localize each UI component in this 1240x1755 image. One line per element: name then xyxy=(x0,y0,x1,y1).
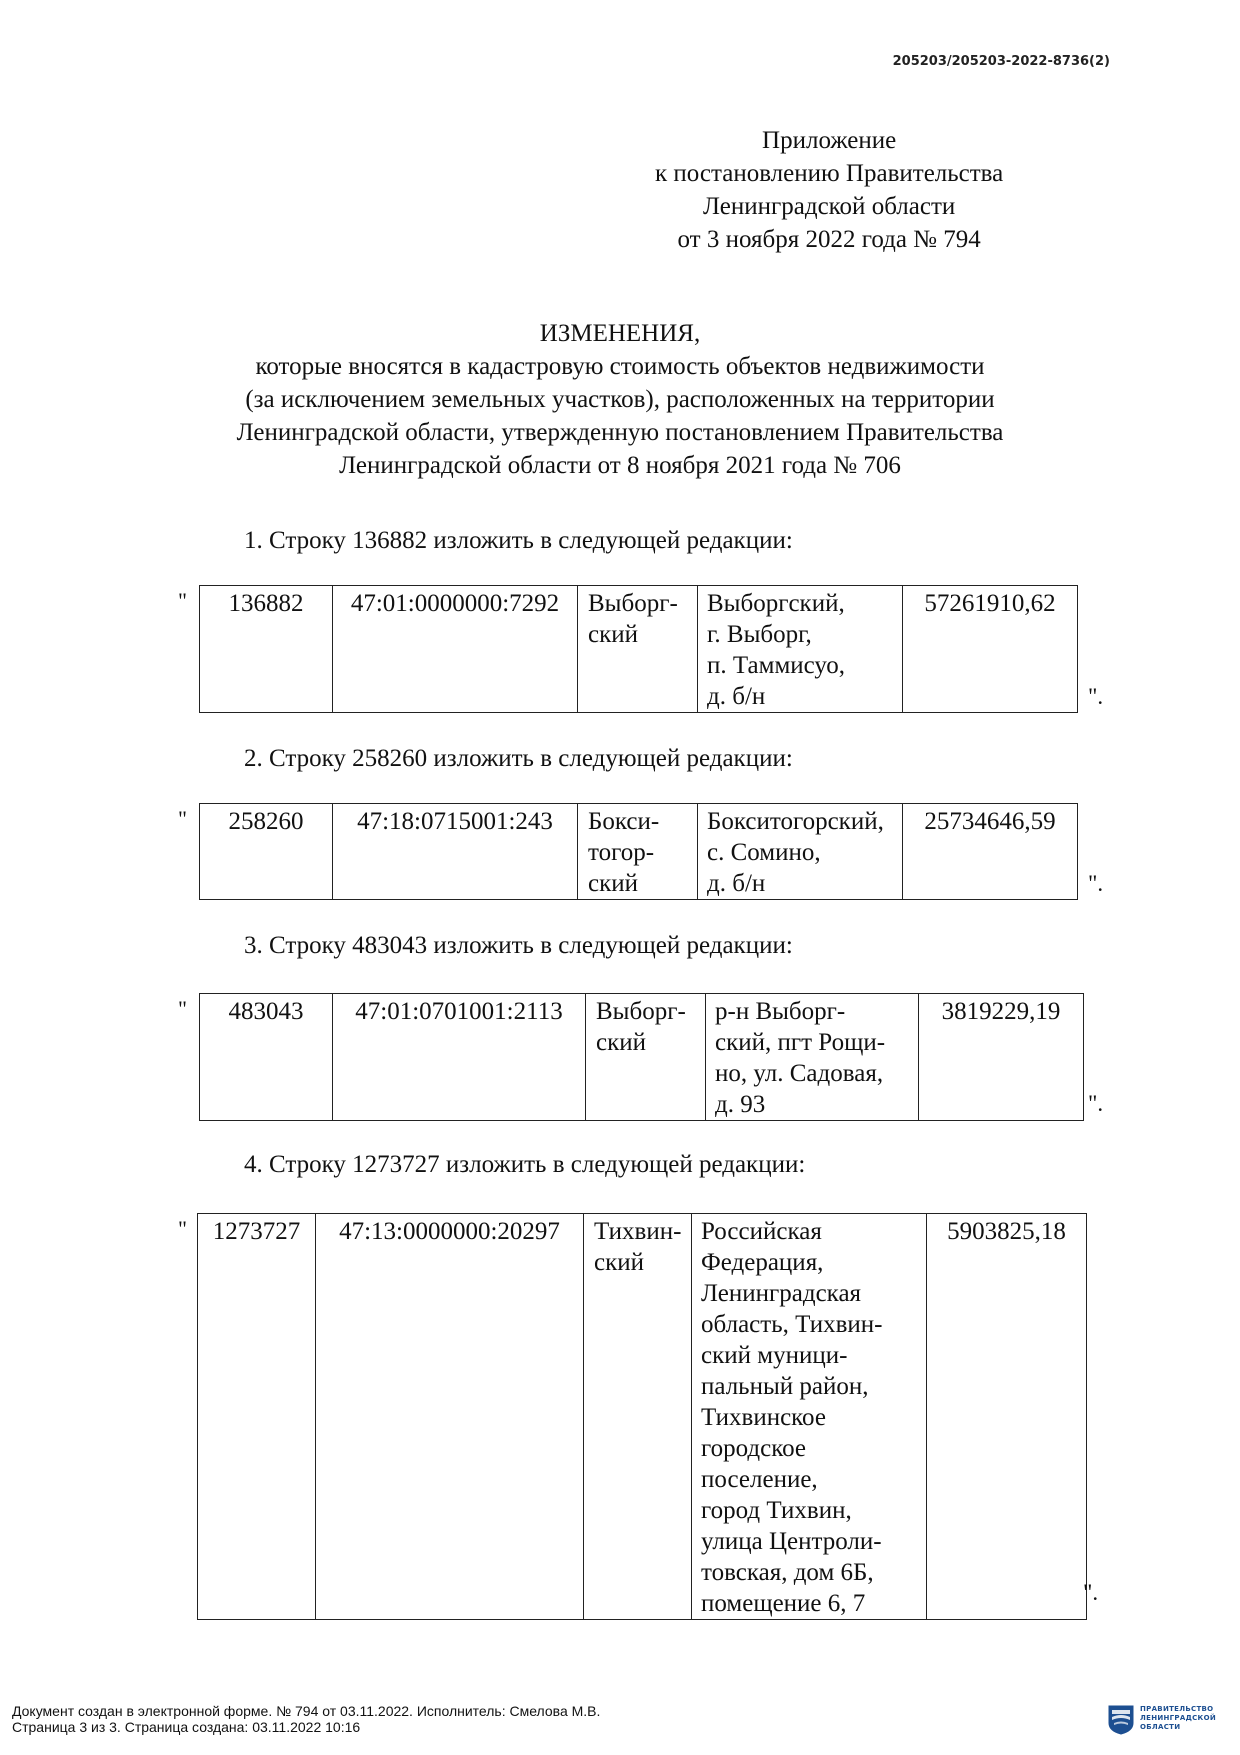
appendix-line-2: к постановлению Правительства xyxy=(655,160,1004,187)
address-line: но, ул. Садовая, xyxy=(715,1060,884,1087)
item-4-open-quote: " xyxy=(178,1216,187,1241)
address-line: д. б/н xyxy=(707,870,766,897)
item-4-close-quote: ". xyxy=(1083,1580,1099,1605)
item-1-close-quote: ". xyxy=(1088,684,1104,709)
address-line: Ленинградская xyxy=(701,1280,862,1307)
cadastral-value-cell: 5903825,18 xyxy=(927,1214,1087,1620)
district-line: ский xyxy=(596,1029,646,1056)
item-2-heading: 2. Строку 258260 изложить в следующей редакции: xyxy=(244,745,793,772)
footer-line-1: Документ создан в электронной форме. № 794 от 03.11.2022. Исполнитель: Смелова М.В. xyxy=(12,1703,601,1719)
district-line: тогор- xyxy=(588,839,655,866)
address-line: с. Сомино, xyxy=(707,839,821,866)
logo-line-2: ЛЕНИНГРАДСКОЙ xyxy=(1140,1714,1216,1722)
address-line: пальный район, xyxy=(701,1373,869,1400)
address-line: Тихвинское xyxy=(701,1404,826,1431)
document-number: 205203/205203-2022-8736(2) xyxy=(892,54,1110,69)
item-2-table xyxy=(199,803,1078,900)
district-line: ский xyxy=(588,621,638,648)
table-row xyxy=(200,994,1084,1121)
cadastral-number-cell: 47:13:0000000:20297 xyxy=(316,1214,584,1620)
table-row xyxy=(200,586,1078,713)
address-line: товская, дом 6Б, xyxy=(701,1559,874,1586)
district-cell xyxy=(584,1214,692,1620)
item-1-heading: 1. Строку 136882 изложить в следующей редакции: xyxy=(244,527,793,554)
coat-of-arms-icon xyxy=(1108,1705,1134,1735)
item-3-table xyxy=(199,993,1084,1121)
address-line: город Тихвин, xyxy=(701,1497,852,1524)
district-line: Выборг- xyxy=(596,998,686,1025)
district-cell xyxy=(578,586,698,713)
footer xyxy=(12,1703,600,1735)
cadastral-number-cell: 47:01:0701001:2113 xyxy=(333,994,586,1121)
address-cell xyxy=(698,586,903,713)
title-heading: ИЗМЕНЕНИЯ, xyxy=(539,320,701,347)
document-title xyxy=(0,317,1240,482)
row-number-cell: 483043 xyxy=(200,994,333,1121)
district-line: ский xyxy=(588,870,638,897)
address-line: Выборгский, xyxy=(707,590,845,617)
address-cell xyxy=(692,1214,927,1620)
address-line: поселение, xyxy=(701,1466,818,1493)
item-1-open-quote: " xyxy=(178,588,187,613)
item-3-open-quote: " xyxy=(178,996,187,1021)
address-line: д. 93 xyxy=(715,1091,766,1118)
cadastral-number-cell: 47:18:0715001:243 xyxy=(333,804,578,900)
appendix-header xyxy=(655,124,1003,256)
logo-text xyxy=(1140,1705,1216,1732)
logo-line-1: ПРАВИТЕЛЬСТВО xyxy=(1140,1705,1214,1713)
address-line: р-н Выборг- xyxy=(715,998,846,1025)
address-line: Российская xyxy=(701,1218,822,1245)
item-2-close-quote: ". xyxy=(1088,871,1104,896)
address-line: Федерация, xyxy=(701,1249,824,1276)
district-line: ский xyxy=(594,1249,644,1276)
district-line: Выборг- xyxy=(588,590,678,617)
address-line: п. Таммисуо, xyxy=(707,652,846,679)
row-number-cell: 1273727 xyxy=(198,1214,316,1620)
row-number-cell: 136882 xyxy=(200,586,333,713)
footer-line-2: Страница 3 из 3. Страница создана: 03.11.2022 10:16 xyxy=(12,1719,361,1735)
address-line: ский муници- xyxy=(701,1342,848,1369)
title-line-3: Ленинградской области, утвержденную постановлением Правительства xyxy=(236,419,1004,446)
address-line: помещение 6, 7 xyxy=(701,1590,866,1617)
district-line: Тихвин- xyxy=(594,1218,682,1245)
cadastral-value-cell: 57261910,62 xyxy=(903,586,1078,713)
address-line: область, Тихвин- xyxy=(701,1311,883,1338)
logo-line-3: ОБЛАСТИ xyxy=(1140,1723,1181,1731)
appendix-line-1: Приложение xyxy=(762,127,897,154)
appendix-line-4: от 3 ноября 2022 года № 794 xyxy=(677,226,981,253)
address-line: городское xyxy=(701,1435,807,1462)
cadastral-number-cell: 47:01:0000000:7292 xyxy=(333,586,578,713)
government-logo xyxy=(1108,1703,1226,1737)
address-line: д. б/н xyxy=(707,683,766,710)
address-line: Бокситогорский, xyxy=(707,808,884,835)
address-cell xyxy=(706,994,919,1121)
item-1-table xyxy=(199,585,1078,713)
title-line-4: Ленинградской области от 8 ноября 2021 года № 706 xyxy=(339,452,901,479)
item-4-table xyxy=(197,1213,1087,1620)
table-row xyxy=(198,1214,1087,1620)
item-3-heading: 3. Строку 483043 изложить в следующей редакции: xyxy=(244,932,793,959)
address-line: ский, пгт Рощи- xyxy=(715,1029,886,1056)
cadastral-value-cell: 25734646,59 xyxy=(903,804,1078,900)
address-cell xyxy=(698,804,903,900)
title-line-2: (за исключением земельных участков), расположенных на территории xyxy=(245,386,995,413)
district-cell xyxy=(578,804,698,900)
title-line-1: которые вносятся в кадастровую стоимость объектов недвижимости xyxy=(255,353,985,380)
district-line: Бокси- xyxy=(588,808,660,835)
item-2-open-quote: " xyxy=(178,806,187,831)
table-row xyxy=(200,804,1078,900)
item-3-close-quote: ". xyxy=(1088,1091,1104,1116)
appendix-line-3: Ленинградской области xyxy=(703,193,956,220)
cadastral-value-cell: 3819229,19 xyxy=(919,994,1084,1121)
address-line: г. Выборг, xyxy=(707,621,812,648)
item-4-heading: 4. Строку 1273727 изложить в следующей редакции: xyxy=(244,1151,806,1178)
district-cell xyxy=(586,994,706,1121)
row-number-cell: 258260 xyxy=(200,804,333,900)
address-line: улица Центроли- xyxy=(701,1528,882,1555)
